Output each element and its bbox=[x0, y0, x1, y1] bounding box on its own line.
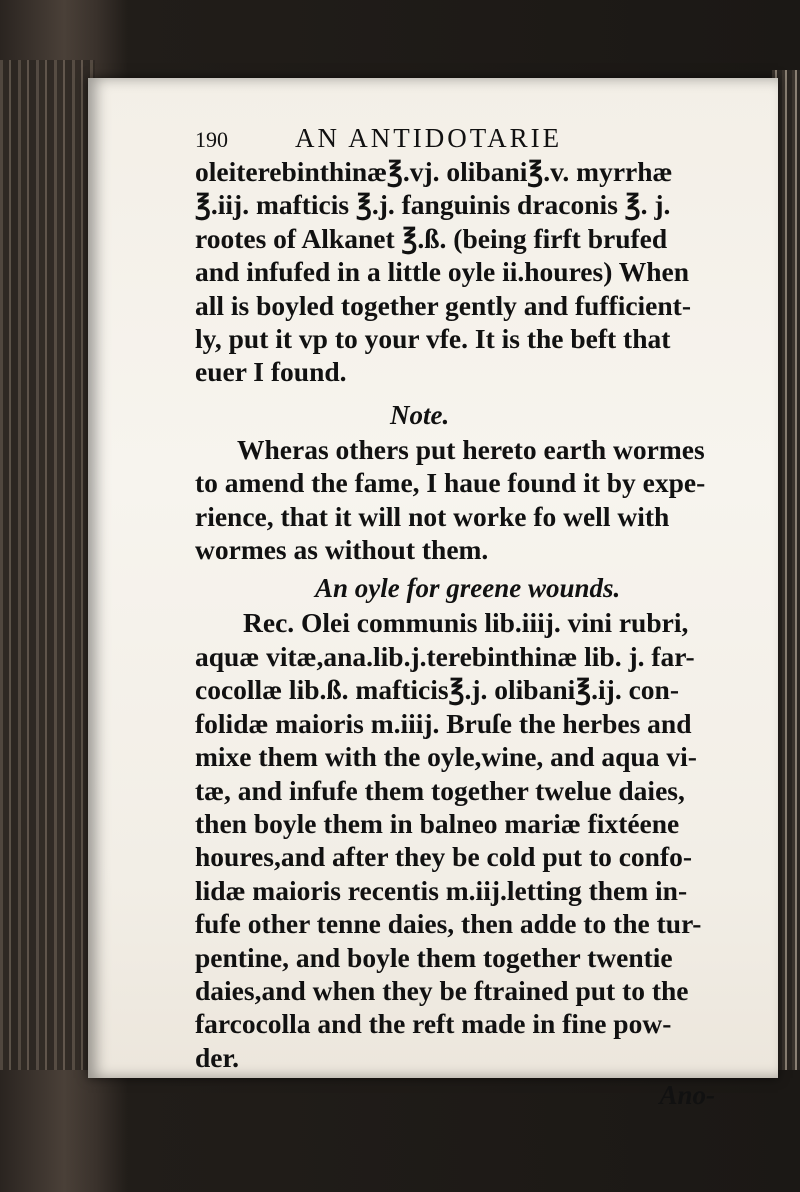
text-line: wormes as without them. bbox=[195, 534, 489, 566]
text-line: farcocolla and the reft made in fine pow- bbox=[195, 1008, 672, 1040]
text-line: folidæ maioris m.iiij. Bruſe the herbes and bbox=[195, 707, 692, 739]
text-line: Wheras others put hereto earth wormes bbox=[237, 433, 705, 465]
text-line: der. bbox=[195, 1041, 240, 1073]
page-header bbox=[195, 123, 735, 155]
recipe-heading: An oyle for greene wounds. bbox=[315, 573, 621, 604]
catchword: Ano- bbox=[659, 1080, 715, 1111]
text-line: ly, put it vp to your vfe. It is the beft that bbox=[195, 323, 671, 355]
text-line: mixe them with the oyle,wine, and aqua vi- bbox=[195, 741, 697, 773]
book-edge-left bbox=[0, 60, 95, 1070]
text-line: cocollæ lib.ß. mafticis℥.j. olibani℥.ij. con- bbox=[195, 674, 679, 706]
text-line: tæ, and infufe them together twelue daies, bbox=[195, 774, 685, 806]
text-line: fufe other tenne daies, then adde to the tur- bbox=[195, 908, 702, 940]
text-line: houres,and after they be cold put to confo- bbox=[195, 841, 693, 873]
text-line: daies,and when they be ftrained put to the bbox=[195, 974, 689, 1006]
text-line: rootes of Alkanet ℥.ß. (being firft brufed bbox=[195, 222, 668, 254]
text-line: Rec. Olei communis lib.iiij. vini rubri, bbox=[243, 607, 689, 639]
page-number: 190 bbox=[195, 127, 228, 152]
text-line: pentine, and boyle them together twentie bbox=[195, 941, 673, 973]
text-line: lidæ maioris recentis m.iij.letting them in- bbox=[195, 874, 688, 906]
running-head: AN ANTIDOTARIE bbox=[295, 123, 563, 153]
text-line: aquæ vitæ,ana.lib.j.terebinthinæ lib. j. far- bbox=[195, 640, 695, 672]
text-line: ℥.iij. mafticis ℥.j. fanguinis draconis ℥. j. bbox=[195, 189, 671, 221]
text-line: rience, that it will not worke fo well with bbox=[195, 500, 670, 532]
note-heading: Note. bbox=[390, 399, 450, 430]
text-line: to amend the fame, I haue found it by expe- bbox=[195, 467, 706, 499]
text-line: and infufed in a little oyle ii.houres) When bbox=[195, 256, 690, 288]
page-text bbox=[195, 123, 735, 1112]
text-line: oleiterebinthinæ℥.vj. olibani℥.v. myrrhæ bbox=[195, 156, 673, 187]
text-line: euer I found. bbox=[195, 356, 347, 388]
paragraph-2 bbox=[195, 433, 735, 567]
paragraph-1 bbox=[195, 155, 735, 389]
text-line: all is boyled together gently and fufficient- bbox=[195, 289, 691, 321]
text-line: then boyle them in balneo mariæ fixtéene bbox=[195, 807, 680, 839]
paragraph-3 bbox=[195, 606, 735, 1074]
